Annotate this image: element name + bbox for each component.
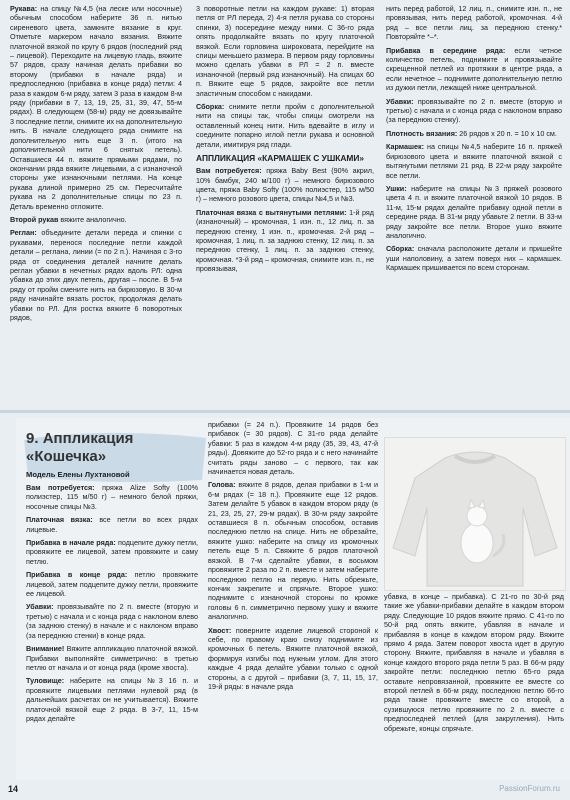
paragraph-label: Хвост: [208,625,232,635]
paragraph-label: Ушки: [386,183,407,193]
paragraph-text: пряжа Alize Softy (100% полиэстер, 115 м/50 г) – немного белой пряжи, носочные спицы №3. [26,483,198,511]
paragraph-label: Прибавка в конце ряда: [26,570,128,580]
paragraph [196,4,374,98]
paragraph-text: вяжите аналогично. [60,214,127,224]
paragraph-text: все петли во всех рядах лицевые. [26,515,198,534]
paragraph-label: Прибавка в начале ряда: [26,538,116,548]
author-line: Модель Елены Лухтановой [26,470,130,479]
paragraph-text: на спицы №4,5 наберите 16 п. пряжей бирюзового цвета и вяжите платочной вязкой с вытянутыми петлями 21 ряд. В 22-м ряду закройте все петли. [386,142,562,180]
paragraph [208,626,378,692]
paragraph-label: Кармашек: [386,142,424,152]
paragraph [26,538,198,566]
paragraph [384,592,564,733]
paragraph-label: Голова: [208,480,236,490]
paragraph [196,208,374,274]
paragraph-text: объедините детали переда и спинки с рукавами, перенося последние петли каждой детали – реглана, линии (= по 2 п.). Начиная с 3-го ряда от соединения деталей начните делать реглан убавки в нечетных рядах вдоль РЛ: одна убавка до этих двух петель, другая – после. В 5-м ряду от пройм смените нить на бирюзовую. В 30-м ряду начинайте вязать росток, продолжая делать убавки по РЛ. Для ростка вяжите 6 поворотных рядов, [10,228,182,322]
site-watermark: PassionForum.ru [499,784,560,793]
paragraph [26,483,198,511]
paragraph-text: убавка, в конце – прибавка). С 21-го по 30-й ряд такие же убавки-прибавки делайте в каждом втором ряду. Следующие 10 рядов вяжите прямо. С 41-го по 50-й ряд опять вяжите, убавляя в начале и прибавляя в конце в каждом втором ряду. Вяжите прямо 4 ряда. Затем поворот хвоста идет в другую сторону. Вяжите, прибавляя в начале и убавляя в конце каждого второго ряда петли 5 раз. В 66-м ряду закройте петли: последнюю петлю 65-го ряда оставьте непровязанной, провяжите ее вместе со второй петлей в 66-м ряду, последнюю петлю 66-го ряда также провяжите вместе со второй, а сузившуюся петлю провяжите по 2 п. вместе с предпоследней петлей (для закругления). Нить обрежьте, концы спрячьте. [384,592,564,733]
top-column-1 [10,4,182,404]
paragraph [196,166,374,204]
paragraph-text: снимите петли пройм с дополнительной нити на спицы так, чтобы спицы смотрели на оставленный конец нити. Нить вдевайте в иглу и соедините попарно иглой петли рукава и основной детали, имитируя ряд глади. [196,102,374,149]
paragraph [10,228,182,322]
paragraph [208,480,378,621]
paragraph-label: Второй рукав [10,214,59,224]
paragraph [26,570,198,598]
paragraph [26,676,198,723]
paragraph-label: Рукава: [10,4,38,13]
paragraph-text: 3 поворотные петли на каждом рукаве: 1) вторая петля от РЛ переда, 2) 4-я петля рукава со стороны спинки, 3) посередине между ними. С 36-го ряда опять продолжайте вязать по кругу платочной вязкой. Если горловина широковата, перейдите на спицы меньшего размера. В первом ряду горловины можно сделать убавки в РЛ = 2 п. вместе изнаночной (первый ряд изнаночный). На спицах 60 п. Вяжите еще 5 рядов, закройте все петли эластичным способом с накидами. [196,4,374,98]
article-title [26,430,206,466]
paragraph-text: наберите на спицы №3 пряжей розового цвета 4 п. и вяжите платочной вязкой 10 рядов. В 11-м, 15-м рядах делайте прибавку одной петли в середине ряда. В 31-м ряду убавьте 2 петли. В 33-м ряду закройте все петли. Второе ушко вяжите аналогично. [386,183,562,240]
article-column-2 [208,420,378,782]
paragraph-text: поверните изделие лицевой стороной к себе, по правому краю снизу поднимите из кромочных 6 петель. Вяжите платочной вязкой, формируя изгибы под нужным углом. Для этого каждые 4 ряда делайте убавки только с одной стороны, а с другой – прибавки (3, 7, 11, 15, 17, 19-й ряды: в начале ряда [208,625,378,691]
paragraph-label: Внимание! [26,644,65,654]
paragraph-text: провязывайте по 2 п. вместе (вторую и третью) с начала и с конца ряда с наклоном вправо (за переднюю стенку). [386,96,562,125]
paragraph [208,420,378,476]
paragraph-text: сначала расположите детали и пришейте уши наполовину, а затем поверх них – кармашек. Кармашек пришивается по всем сторонам. [386,244,562,273]
paragraph [386,46,562,93]
paragraph-text: 1-й ряд (изнаночный) – кромочная, 1 изн. п., 12 лиц. п. за переднюю стенку, 1 изн. п., кромочная. 2-й ряд – кромочная, 1 лиц. п. за заднюю стенку, 12 лиц. п. за переднюю стенку, 1 лиц. п. за заднюю стенку, кромочная. *3-й ряд – кромочная, снимите изн. п., не провязывая, [196,207,374,274]
section-divider [0,410,570,413]
paragraph [386,184,562,240]
paragraph-text: нить перед работой, 12 лиц. п., снимите изн. п., не провязывая, нить перед работой, кромочная. 4-й ряд – все петли лиц. за переднюю стенку.* Повторяйте *–*. [386,4,562,42]
article-column-3 [384,592,564,782]
paragraph [10,215,182,224]
paragraph [10,4,182,211]
paragraph [26,602,198,640]
paragraph-label: Туловище: [26,676,65,686]
page-number: 14 [8,784,19,794]
paragraph-label: Плотность вязания: [386,128,458,138]
paragraph [386,142,562,180]
section-heading: АППЛИКАЦИЯ «КАРМАШЕК С УШКАМИ» [196,153,365,164]
paragraph-label: Прибавка в середине ряда: [386,45,506,55]
paragraph [26,515,198,534]
sweater-photo [384,437,566,591]
sweater-image [385,438,565,590]
top-column-3 [386,4,562,404]
article-title-line2: «Кошечка» [26,448,107,465]
paragraph-text: 26 рядов х 20 п. = 10 х 10 см. [459,128,557,138]
paragraph-text: вяжите 8 рядов, делая прибавки в 1-м и 6-м рядах (= 18 п.). Провяжите еще 12 рядов. Затем делайте 5 убавок в каждом втором ряду (в 21, 23, 25, 27, 29-м рядах). В 30-м ряду закройте оставшиеся 8 п. обычным способом, оставив последнюю петлю на спице. Нить не обрезайте, вяжите ушко: наберите на спицу из кромочных петель еще 5 п. Свяжите 6 рядов платочной вязкой. В 7-м сделайте убавки, в восьмом провяжите 2 раза по 2 п. вместе и затем наберите последнюю петлю на первую. Нить обрежьте, кончик закрепите и спрячьте. Второе ушко: поднимите с изнаночной стороны по кромке головы 6 п. симметрично первому ушку и вяжите аналогично. [208,480,378,622]
paragraph-label: Убавки: [26,602,54,612]
article-title-line1: Аппликация [42,430,134,447]
top-column-2 [196,4,374,404]
paragraph-label: Вам потребуется: [26,483,95,492]
paragraph-text: провязывайте по 2 п. вместе (вторую и третью) с начала и с конца ряда с наклоном влево (за заднюю стенку) в начале и с наклоном вправо (за переднюю стенки) в конце ряда. [26,602,198,640]
paragraph-text: пряжа Baby Best (90% акрил, 10% бамбук, 240 м/100 г) – немного бирюзового цвета, пряжа Baby Softy (100% полиэстер, 115 м/50 г) – немного розового цвета, спицы №4,5 и №3. [196,166,374,204]
article-number: 9. [26,430,39,447]
paragraph [196,102,374,149]
paragraph-text: петлю провяжите лицевой, затем подцепите дужку петли, провяжите ее лицевой. [26,570,198,599]
article-column-1 [26,483,198,783]
paragraph-text: прибавки (= 24 п.). Провяжите 14 рядов без прибавок (= 30 рядов). С 31-го ряда делайте убавки: 5 раз в каждом 4-м ряду (35, 39, 43, 47-й ряды). Довяжите до 52-го ряда и с него начинайте считать ряды заново – с первого, так как начинается новая деталь. [208,420,378,477]
paragraph [386,97,562,125]
paragraph-text: Вяжите аппликацию платочной вязкой. Прибавки выполняйте симметрично: в третью петлю от начала и от конца ряда (кроме хвоста). [26,644,198,672]
paragraph-label: Вам потребуется: [196,166,262,176]
paragraph-text: наберите на спицы №3 16 п. и провяжите лицевыми петлями нулевой ряд (в дальнейших расчетах он не учитывается). Вяжите платочной вязкой еще 2 ряда. В 3-7, 11, 15-м рядах делайте [26,676,198,723]
paragraph-label: Сборка: [386,244,415,254]
paragraph [386,4,562,42]
paragraph [26,644,198,672]
paragraph-label: Реглан: [10,228,37,238]
paragraph-text: если четное количество петель, поднимите и провязывайте скрещенной петлей из протяжки в центре ряда, а если нечетное – поднимите дополнительную петлю из дужки петли, лежащей ниже центральной. [386,45,562,93]
paragraph-label: Платочная вязка: [26,515,93,525]
paragraph-text: подцепите дужку петли, провяжите ее лицевой, затем провяжите и саму петлю. [26,538,198,566]
paragraph-label: Платочная вязка с вытянутыми петлями: [196,207,347,217]
paragraph-label: Сборка: [196,102,225,112]
paragraph [386,129,562,138]
paragraph [386,244,562,272]
paragraph-text: на спицу №4,5 (на леске или носочные) обычным способом наберите 36 п. нитью сиреневого цвета, замкните вязание в круг. Отметьте маркером начало вязания. Вяжите платочной вязкой по кругу 6 рядов (последний ряд – лицевой). Переходите на лицевую гладь, вяжите 57 рядов, сразу начиная делать прибавки во второму (прибавки в начале ряда) и предпоследнюю (прибавка в конце ряда) петли: 4 раза в каждом 6-м ряду, затем 3 раза в каждом 8-м ряду (прибавки в 7, 13, 19, 25, 31, 39, 47, 55-м рядах). В следующем (58-м) ряду не довязывайте 3 последние петли, снимите их на дополнительную нить. В начале следующего ряда снимите на дополнительную нить еще 3 п. (итого на дополнительной нити 6 снятых петель). Оставшиеся 44 п. вяжите прямыми рядами, по окончании ряда вяжите лицевыми, а с изнаночной стороны уже изнаночными петлями. На конце рукава длиной примерно 25 см. Пересчитайте рукава на 2 дополнительные спицы по 23 п. Деталь временно отложите. [10,4,182,211]
paragraph-label: Убавки: [386,96,414,106]
